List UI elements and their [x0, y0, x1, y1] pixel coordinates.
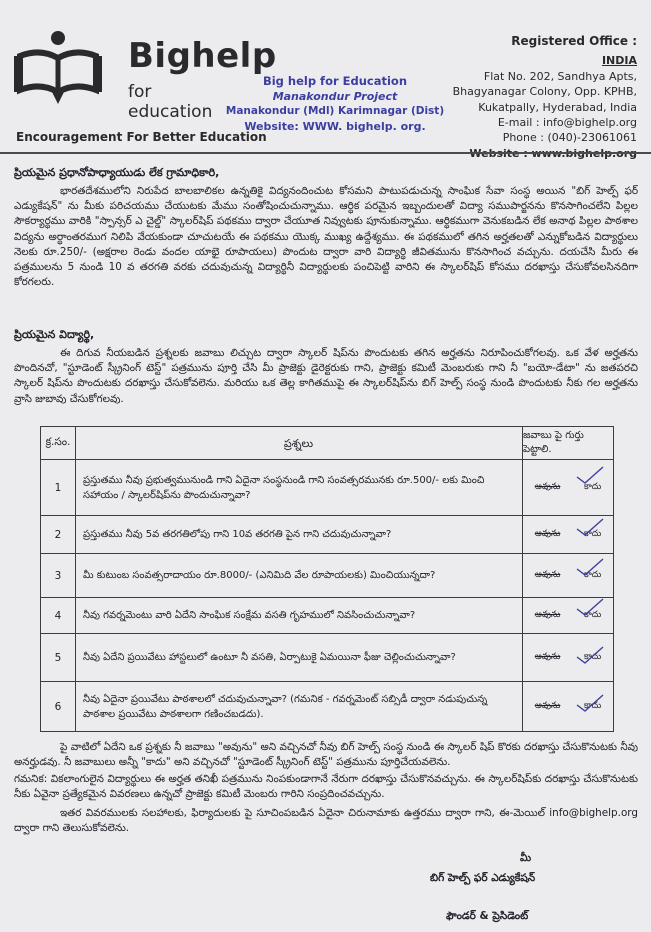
answer-yes[interactable]: అవును: [534, 651, 561, 662]
stamp-line-4: Website: WWW. bighelp. org.: [244, 120, 426, 133]
header-serial: క్ర.సం.: [41, 427, 76, 459]
answer-yes[interactable]: అవును: [534, 569, 561, 580]
header-divider: [0, 152, 651, 154]
row-question: నీవు గవర్నమెంటు వారి ఏదేని సాంఘిక సంక్షేమ వసతి గృహములో నివసించుచున్నావా?: [75, 598, 523, 633]
answer-yes[interactable]: అవును: [534, 609, 561, 620]
answer-no[interactable]: కాదు: [583, 609, 602, 620]
answer-no[interactable]: కాదు: [583, 528, 602, 539]
row-question: ప్రస్తుతము నీవు 5వ తరగతిలోపు గాని 10వ తరగతి పైన గాని చదువుచున్నావా?: [75, 516, 523, 553]
bighelp-logo: [10, 24, 277, 134]
table-row: [41, 553, 613, 597]
header-questions: ప్రశ్నలు: [75, 427, 523, 459]
checkmark-icon: [577, 559, 603, 575]
answer-no[interactable]: కాదు: [583, 700, 602, 711]
eligibility-note-paragraph: [14, 740, 638, 770]
table-row: [41, 681, 613, 731]
row-question: నీవు ఏదైనా ప్రయివేటు పాఠశాలలో చదువుచున్నావా? (గమనిక - గవర్నమెంట్ సబ్సిడీ ద్వారా నడుపుచున్న పాఠశాల ప్రయివేటు పాఠశాలగా గణించబడదు).: [75, 682, 523, 731]
answer-yes[interactable]: అవును: [534, 528, 561, 539]
checkmark-icon: [577, 519, 603, 535]
checkmark-icon: [577, 647, 603, 663]
intro-paragraph-text: భారతదేశములోని నిరుపేద బాలబాలికల ఉన్నతికై విద్యనందించుట కోసమని పాటుపడుచున్న సాంఘిక సేవా సంస్థ అయిన "బిగ్ హెల్ప్ ఫర్ ఎడ్యుకేషన్" ను మీకు పరిచయము చేయుటకు మేము సంతోషించుచున్నాము. ఆర్థిక పరమైన ఇబ్బందులతో విద్యా సముపార్జనను కొనసాగించలేని పిల్లల సౌకర్యార్థము వారికి "స్పాన్సర్ ఎ చైల్డ్" స్కాలర్‌షిప్ పథకము ద్వారా చేయూత నివ్వుటకు పూనుకున్నాము. ఆర్థికముగా వెనుకబడిన లేక అనాథ పిల్లల పాఠశాల విద్యను అర్థాంతరముగ నిలిపి వేయకుండా చూచుటయే ఈ పథకము యొక్క ముఖ్య ఉద్దేశ్యము. ఈ పథకములో తగిన అర్హతలతో ఎన్నుకోబడిన విద్యార్థులు నెలకు రూ.250/- (అక్షరాల రెండు వందల యాభై రూపాయలు) పొందుట ద్వారా వారి విద్యార్థి జీవితమును కొనసాగించ వచ్చును. దయచేసి మీరు ఈ పత్రములను 5 నుండి 10 వ తరగతి వరకు చదువుచున్న విద్యార్థినీ విద్యార్థులకు పంచిపెట్టి వారిని ఈ స్కాలర్‌షిప్ కోసము దరఖాస్తు చేసుకోవలసినదిగా కోరగలరు.: [14, 185, 638, 289]
checkmark-icon: [577, 599, 603, 615]
eligibility-note-text: పై వాటిలో ఏదేని ఒక ప్రశ్నకు నీ జవాబు "అవును" అని వచ్చినచో నీవు బిగ్ హెల్ప్ సంస్థ నుండి ఈ స్కాలర్ షిప్ కొరకు దరఖాస్తు చేసుకొనుటకు నీవు అనర్హుడవు. నీ జవాబులు అన్నీ "కాదు" అని వచ్చినచో "స్టూడెంట్ స్క్రీనింగ్ టెస్ట్" పత్రమును పూర్తిచేయవలెను.: [14, 741, 638, 769]
tagline: Encouragement For Better Education: [16, 130, 267, 144]
office-address-3: Kukatpally, Hyderabad, India: [478, 100, 637, 114]
answer-yes[interactable]: అవును: [534, 700, 561, 711]
table-row: [41, 633, 613, 681]
table-row: [41, 459, 613, 515]
row-number: 5: [41, 634, 76, 681]
header-answer: జవాబు పై గుర్తు పెట్టాలి.: [523, 430, 584, 455]
row-number: 4: [41, 598, 76, 633]
contact-paragraph: [14, 806, 638, 836]
eligibility-table: [40, 426, 614, 732]
table-row: [41, 515, 613, 553]
table-row: [41, 597, 613, 633]
contact-paragraph-text: ఇతర వివరములకు సలహాలకు, ఫిర్యాదులకు పై సూచింపబడిన ఏదైనా చిరునామాకు ఉత్తరము ద్వారా గాని, ఈ-మెయిల్ info@bighelp.org ద్వారా గాని తెలుసుకోవలెను.: [14, 807, 638, 835]
salutation-student: ప్రియమైన విద్యార్థి,: [14, 328, 95, 341]
stamp-line-1: Big help for Education: [262, 74, 408, 88]
answer-no[interactable]: కాదు: [583, 651, 602, 662]
signatory-designation: ఫౌండర్ & ప్రెసిడెంట్: [446, 910, 529, 922]
project-stamp: [224, 74, 446, 134]
stamp-line-3: Manakondur (Mdl) Karimnagar (Dist): [225, 105, 445, 117]
office-title: Registered Office :: [511, 34, 637, 48]
table-header: [41, 427, 613, 459]
answer-no[interactable]: కాదు: [583, 481, 602, 492]
registered-office: [427, 34, 637, 161]
brand-name: Bighelp: [128, 36, 277, 76]
office-country: INDIA: [601, 54, 637, 68]
answer-yes[interactable]: అవును: [534, 481, 561, 492]
row-question: నీవు ఏదేని ప్రయివేటు హాస్టలులో ఉంటూ నీ వసతి, ఏర్పాటుకై ఏమయినా ఫీజు చెల్లించుచున్నావా?: [75, 634, 523, 681]
handwritten-checkmarks: [573, 461, 607, 731]
salutation-headmaster: ప్రియమైన ప్రధానోపాధ్యాయుడు లేక గ్రామాధికారి,: [14, 166, 220, 179]
organisation-signature: బిగ్ హెల్ప్ ఫర్ ఎడ్యుకేషన్: [430, 872, 536, 884]
row-number: 2: [41, 516, 76, 553]
row-number: 3: [41, 554, 76, 597]
office-address-1: Flat No. 202, Sandhya Apts,: [483, 69, 637, 83]
book-logo-icon: [12, 26, 104, 106]
checkmark-icon: [577, 695, 603, 711]
office-phone: Phone : (040)-23061061: [502, 131, 637, 145]
row-number: 6: [41, 682, 76, 731]
office-email: E-mail : info@bighelp.org: [497, 116, 637, 130]
checkmark-icon: [577, 467, 603, 483]
row-question: ప్రస్తుతము నీవు ప్రభుత్వమునుండి గాని ఏదైనా సంస్థనుండి గాని సంవత్సరమునకు రూ.500/- లకు మించి సహాయం / స్కాలర్‌షిప్‌ను పొందుచున్నావా?: [75, 460, 523, 515]
student-paragraph-text: ఈ దిగువ నీయబడిన ప్రశ్నలకు జవాబు లిచ్చుట ద్వారా స్కాలర్ షిప్‌ను పొందుటకు తగిన అర్హతను నిరూపించుకోగలవు. ఒక వేళ అర్హతను పొందినచో, "స్టూడెంట్ స్క్రీనింగ్ టెస్ట్" పత్రమును పూర్తి చేసి మీ ప్రాజెక్టు డైరెక్టరుకు గాని, ప్రాజెక్టు కమిటీ మెంబరుకు గాని నీ "బయో-డేటా" ను జతపరచి స్కాలర్ షిప్‌ను పొందుటకు దరఖాస్తు చేసుకోవలెను. మరియు ఒక తెల్ల కాగితముపై ఈ స్కాలర్‌షిప్‌ను బిగ్ హెల్ప్ సంస్థ నుండి పొందుటకు నీకు గల అర్హతను వ్రాసి జుబావు చేసుకోగలవు.: [14, 347, 638, 405]
answer-no[interactable]: కాదు: [583, 569, 602, 580]
student-paragraph: [14, 346, 638, 407]
office-address-2: Bhagyanagar Colony, Opp. KPHB,: [452, 85, 637, 99]
disability-note-paragraph: గమనిక: వికలాంగులైన విద్యార్థులు ఈ అర్హత తనిఖీ పత్రమును నింపకుండాగానే నేరుగా దరఖాస్తు చేసుకొనవచ్చును. ఈ స్కాలర్‌షిప్‌కు దరఖాస్తు చేసుకొనుటకు నీకు ఏవైనా ప్రత్యేకమైన వివరణలు ఉన్నచో ప్రాజెక్టు కమిటీ మెంబరు గారిని సంప్రదించవచ్చును.: [14, 773, 638, 801]
stamp-line-2: Manakondur Project: [272, 90, 398, 103]
row-number: 1: [41, 460, 76, 515]
intro-paragraph: [14, 184, 638, 290]
brand-subtitle: for education: [128, 82, 213, 122]
row-question: మీ కుటుంబ సంవత్సరాదాయం రూ.8000/- (ఎనిమిది వేల రూపాయలకు) మించియున్నదా?: [75, 554, 523, 597]
closing-word: మీ: [520, 852, 532, 864]
